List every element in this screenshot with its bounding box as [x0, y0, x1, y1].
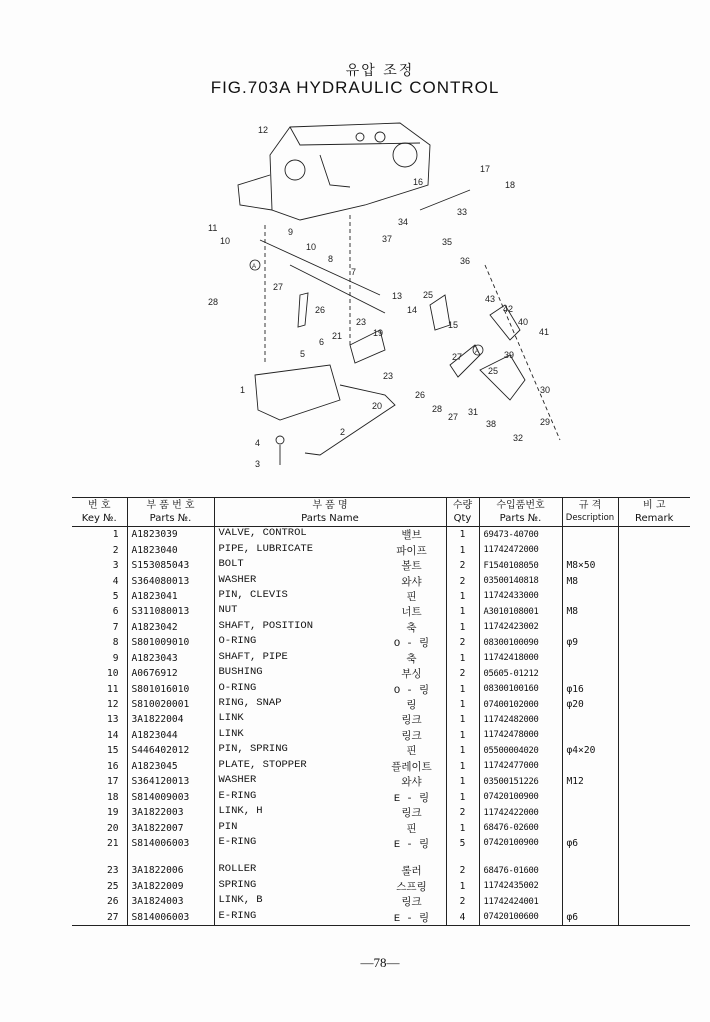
- callout: 1: [240, 385, 246, 395]
- callout: 27: [452, 352, 463, 362]
- callout: 16: [413, 177, 424, 187]
- table-spacer-row: [72, 851, 690, 863]
- callout: 4: [255, 438, 261, 448]
- table-row: 17 S364120013 WASHER 와샤 1 03500151226 M12: [72, 774, 690, 789]
- callout: 26: [415, 390, 426, 400]
- table-row: 8 S801009010 O-RING O - 링 2 08300100090 φ9: [72, 635, 690, 650]
- table-row: 18 S814009003 E-RING E - 링 1 07420100900: [72, 789, 690, 804]
- callout: 23: [383, 371, 394, 381]
- figure-title-korean: 유압 조정: [345, 63, 415, 79]
- table-row: 14 A1823044 LINK 링크 1 11742478000: [72, 728, 690, 743]
- header-remark: 비 고 Remark: [618, 498, 690, 527]
- callout: 31: [468, 407, 479, 417]
- table-row: 12 S810020001 RING, SNAP 링 1 07400102000 φ20: [72, 697, 690, 712]
- table-row: 7 A1823042 SHAFT, POSITION 축 1 11742423002: [72, 620, 690, 635]
- table-row: 2 A1823040 PIPE, LUBRICATE 파이프 1 11742472000: [72, 542, 690, 557]
- table-row: 13 3A1822004 LINK 링크 1 11742482000: [72, 712, 690, 727]
- header-key: 번 호 Key №.: [72, 498, 127, 527]
- callout: 41: [539, 327, 550, 337]
- page-number: —78—: [360, 955, 400, 970]
- callout: 34: [398, 217, 409, 227]
- parts-table: [72, 497, 690, 926]
- callout: 27: [273, 282, 284, 292]
- callout: 9: [288, 227, 294, 237]
- callout: 18: [505, 180, 516, 190]
- callout: 28: [432, 404, 443, 414]
- table-row: 16 A1823045 PLATE, STOPPER 플레이트 1 11742477000: [72, 759, 690, 774]
- table-row: 11 S801016010 O-RING O - 링 1 08300100160 φ16: [72, 681, 690, 696]
- table-row: 10 A0676912 BUSHING 부싱 2 05605-01212: [72, 666, 690, 681]
- callout: 33: [457, 207, 468, 217]
- callout: 42: [503, 304, 514, 314]
- callout: 38: [486, 419, 497, 429]
- header-part-name: 부 품 명 Parts Name: [214, 498, 446, 527]
- callout: 35: [442, 237, 453, 247]
- callout: 15: [448, 320, 459, 330]
- callout: 36: [460, 256, 471, 266]
- header-supplier-part-no: 수입품번호 Parts №.: [479, 498, 562, 527]
- callout: 6: [319, 337, 325, 347]
- marker-a: A: [252, 264, 257, 270]
- callout: 23: [356, 317, 367, 327]
- callout: 27: [448, 412, 459, 422]
- callout: 43: [485, 294, 496, 304]
- callout: 3: [255, 459, 261, 469]
- callout: 32: [513, 433, 524, 443]
- header-part-no: 부 품 번 호 Parts №.: [127, 498, 214, 527]
- callout: 2: [340, 427, 346, 437]
- callout: 19: [373, 328, 384, 338]
- table-row: 25 3A1822009 SPRING 스프링 1 11742435002: [72, 879, 690, 894]
- callout: 8: [328, 254, 334, 264]
- callout: 21: [332, 331, 343, 341]
- header-description: 규 격 Description: [562, 498, 618, 527]
- table-row: 21 S814006003 E-RING E - 링 5 07420100900 φ6: [72, 836, 690, 851]
- table-row: 3 S153085043 BOLT 볼트 2 F1540108050 M8×50: [72, 558, 690, 573]
- table-row: 9 A1823043 SHAFT, PIPE 축 1 11742418000: [72, 651, 690, 666]
- marker-a: A: [475, 349, 480, 355]
- callout: 7: [351, 267, 357, 277]
- callout: 37: [382, 234, 393, 244]
- callout: 25: [423, 290, 434, 300]
- exploded-diagram: [180, 115, 580, 485]
- table-row: 20 3A1822007 PIN 핀 1 68476-02600: [72, 820, 690, 835]
- callout: 11: [208, 223, 218, 233]
- table-row: 6 S311080013 NUT 너트 1 A3010108001 M8: [72, 604, 690, 619]
- callout: 30: [540, 385, 551, 395]
- callout: 13: [392, 291, 403, 301]
- table-row: 26 3A1824003 LINK, B 링크 2 11742424001: [72, 894, 690, 909]
- table-row: 15 S446402012 PIN, SPRING 핀 1 05500004020 φ4×20: [72, 743, 690, 758]
- callout: 17: [480, 164, 491, 174]
- table-row: 19 3A1822003 LINK, H 링크 2 11742422000: [72, 805, 690, 820]
- table-row: 5 A1823041 PIN, CLEVIS 핀 1 11742433000: [72, 589, 690, 604]
- callout: 14: [407, 305, 418, 315]
- callout: 25: [488, 366, 499, 376]
- callout: 39: [504, 350, 515, 360]
- figure-title: FIG.703A HYDRAULIC CONTROL: [210, 78, 500, 97]
- table-row: 27 S814006003 E-RING E - 링 4 07420100600 φ6: [72, 910, 690, 926]
- callout: 12: [258, 125, 269, 135]
- table-row: 23 3A1822006 ROLLER 롤러 2 68476-01600: [72, 863, 690, 878]
- callout: 20: [372, 401, 383, 411]
- callout: 10: [220, 236, 231, 246]
- diagram-callouts: [208, 125, 550, 469]
- table-row: 4 S364080013 WASHER 와샤 2 03500140818 M8: [72, 573, 690, 588]
- callout: 28: [208, 297, 219, 307]
- callout: 40: [518, 317, 529, 327]
- table-row: 1 A1823039 VALVE, CONTROL 밸브 1 69473-40700: [72, 527, 690, 543]
- header-qty: 수량 Qty: [446, 498, 479, 527]
- callout: 5: [300, 349, 306, 359]
- callout: 29: [540, 417, 551, 427]
- callout: 10: [306, 242, 317, 252]
- callout: 26: [315, 305, 326, 315]
